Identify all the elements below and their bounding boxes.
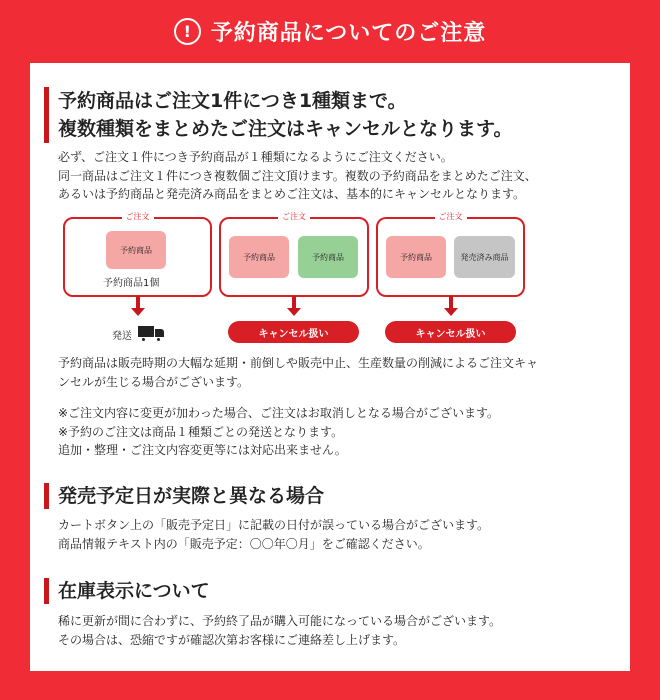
down-arrow-icon <box>287 296 301 316</box>
section-title-line: 予約商品はご注文1件につき1種類まで。 <box>58 90 407 112</box>
reserved-item-chip: 予約商品 <box>386 236 446 278</box>
release-date-text <box>58 516 489 553</box>
reserved-item-chip-second: 予約商品 <box>298 236 358 278</box>
truck-icon <box>138 326 164 342</box>
section-title-order-limit <box>44 87 512 143</box>
page-title: 予約商品についてのご注意 <box>210 20 487 46</box>
notice-card <box>30 63 630 671</box>
down-arrow-icon <box>131 296 145 316</box>
section-title-line: 複数種類をまとめたご注文はキャンセルとなります。 <box>58 118 513 140</box>
text-line: ンセルが生じる場合がございます。 <box>58 374 250 389</box>
text-line: カートボタン上の「販売予定日」に記載の日付が誤っている場合がございます。 <box>58 518 490 532</box>
exclamation-circle-icon: ! <box>174 18 201 45</box>
section-title-release-date: 発売予定日が実際と異なる場合 <box>44 483 324 509</box>
down-arrow-icon <box>444 296 458 316</box>
reserved-item-chip: 予約商品 <box>106 231 166 269</box>
stock-display-text <box>58 612 501 649</box>
order-box-multiple-reserved <box>219 212 369 297</box>
notice-header <box>0 0 660 62</box>
order-limit-text <box>58 148 537 204</box>
ship-label: 発送 <box>112 330 132 342</box>
order-label: ご注文 <box>122 211 154 222</box>
text-line: ※予約のご注文は商品１種類ごとの発送となります。 <box>58 424 344 439</box>
cancel-badge: キャンセル扱い <box>228 321 359 343</box>
single-item-caption: 予約商品1個 <box>103 278 160 289</box>
text-line: 予約商品は販売時期の大幅な延期・前倒しや販売中止、生産数量の削減によるご注文キャ <box>58 356 539 370</box>
text-line: 追加・整理・ご注文内容変更等には対応出来ません。 <box>58 443 347 457</box>
delay-note-text <box>58 354 538 391</box>
order-box-mixed <box>376 212 525 297</box>
text-line: 必ず、ご注文１件につき予約商品が１種類になるようにご注文ください。 <box>58 150 453 164</box>
notice-header-inner <box>174 16 487 47</box>
order-notes-text <box>58 404 499 460</box>
text-line: 商品情報テキスト内の「販売予定：〇〇年〇月」をご確認ください。 <box>58 536 430 551</box>
text-line: ※ご注文内容に変更が加わった場合、ご注文はお取消しとなる場合がございます。 <box>58 406 499 420</box>
released-item-chip: 発売済み商品 <box>454 236 515 278</box>
text-line: その場合は、恐縮ですが確認次第お客様にご連絡差し上げます。 <box>58 632 406 647</box>
order-label: ご注文 <box>435 211 467 222</box>
section-title-stock-display: 在庫表示について <box>44 578 210 604</box>
order-label: ご注文 <box>278 211 310 222</box>
order-box-single <box>63 212 212 297</box>
text-line: あるいは予約商品と発売済み商品をまとめご注文は、基本的にキャンセルとなります。 <box>58 187 526 201</box>
reserved-item-chip: 予約商品 <box>229 236 289 278</box>
text-line: 稀に更新が間に合わずに、予約終了品が購入可能になっている場合がございます。 <box>58 614 502 628</box>
text-line: 同一商品はご注文１件につき複数個ご注文頂けます。複数の予約商品をまとめたご注文、 <box>58 168 537 183</box>
ship-outcome <box>112 326 164 342</box>
cancel-badge: キャンセル扱い <box>385 321 516 343</box>
